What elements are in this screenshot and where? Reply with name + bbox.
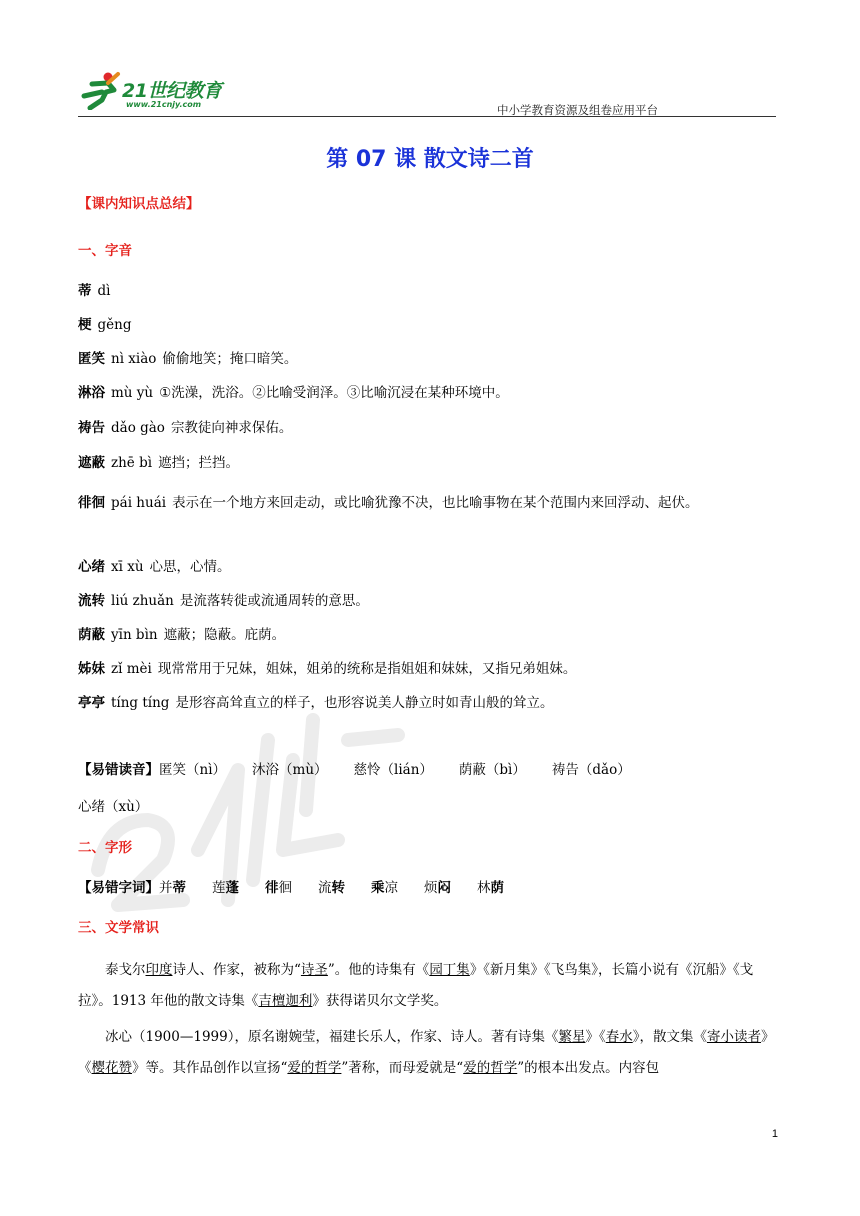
vocab-entry	[78, 349, 784, 369]
entry-word: 梗	[78, 317, 92, 333]
vocab-entry	[78, 693, 784, 713]
logo-text: 21世纪教育	[122, 80, 222, 102]
section-heading-glyphs: 二、字形	[78, 840, 132, 856]
vocab-entry	[78, 625, 784, 645]
entry-word: 祷告	[78, 420, 105, 436]
word-item: 林荫	[477, 880, 504, 896]
word-item: 并蒂	[159, 880, 186, 896]
vocab-entry	[78, 418, 784, 438]
pronunciation-item: 沐浴（mù）	[252, 762, 328, 778]
entry-word: 遮蔽	[78, 455, 105, 471]
section-heading-pronunciation: 一、字音	[78, 243, 132, 259]
word-item: 烦闷	[424, 880, 451, 896]
vocab-entry	[78, 591, 784, 611]
runner-logo-icon	[78, 70, 126, 110]
entry-definition: 现常常用于兄妹，姐妹，姐弟的统称是指姐姐和妹妹，又指兄弟姐妹。	[157, 661, 577, 677]
entry-word: 荫蔽	[78, 627, 105, 643]
entry-pinyin: dǎo gào	[111, 420, 165, 436]
word-item: 流转	[318, 880, 345, 896]
pronunciation-item: 祷告（dǎo）	[551, 762, 631, 778]
page-number: 1	[771, 1128, 778, 1140]
entry-definition: 遮蔽；隐蔽。庇荫。	[163, 627, 286, 643]
entry-word: 亭亭	[78, 695, 105, 711]
paragraph-bingxin: 冰心（1900—1999），原名谢婉莹，福建长乐人，作家、诗人。著有诗集《繁星》《春水》，散文集《寄小读者》《樱花赞》等。其作品创作以宣扬“爱的哲学”著称，而母爱就是“爱的哲学”的根本出发点。内容包	[78, 1029, 775, 1076]
vocab-entry	[78, 281, 784, 301]
entry-definition: ①洗澡，洗浴。②比喻受润泽。③比喻沉浸在某种环境中。	[159, 385, 509, 401]
entry-pinyin: gěng	[97, 317, 132, 333]
entry-word: 匿笑	[78, 351, 105, 367]
vocab-entry	[78, 487, 784, 520]
pronunciation-item: 荫蔽（bì）	[458, 762, 526, 778]
entry-word: 蒂	[78, 283, 92, 299]
error-pronunciation-label: 【易错读音】	[78, 762, 159, 778]
vocab-entry	[78, 383, 784, 403]
entry-word: 徘徊	[78, 495, 105, 511]
entry-definition: 是形容高耸直立的样子，也形容说美人静立时如青山般的耸立。	[175, 695, 554, 711]
entry-word: 心绪	[78, 559, 105, 575]
entry-pinyin: nì xiào	[111, 351, 157, 367]
vocab-entry	[78, 315, 784, 335]
entry-pinyin: liú zhuǎn	[111, 593, 174, 609]
word-item: 乘凉	[371, 880, 398, 896]
platform-name: 中小学教育资源及组卷应用平台	[497, 103, 658, 117]
pronunciation-item: 心绪（xù）	[78, 799, 149, 815]
paragraph-tagore: 泰戈尔印度诗人、作家，被称为“诗圣”。他的诗集有《园丁集》《新月集》《飞鸟集》，长篇小说有《沉船》《戈拉》。1913 年他的散文诗集《吉檀迦利》获得诺贝尔文学奖。	[78, 962, 754, 1009]
entry-definition: 遮挡；拦挡。	[158, 455, 240, 471]
entry-pinyin: zhē bì	[111, 455, 153, 471]
entry-word: 淋浴	[78, 385, 105, 401]
error-prone-words	[78, 878, 784, 898]
entry-pinyin: pái huái	[111, 495, 167, 511]
entry-definition: 宗教徒向神求保佑。	[170, 420, 293, 436]
entry-pinyin: xī xù	[111, 559, 144, 575]
entry-pinyin: yīn bìn	[111, 627, 158, 643]
entry-definition: 偷偷地笑；掩口暗笑。	[162, 351, 298, 367]
page-title: 第 07 课 散文诗二首	[326, 147, 534, 172]
entry-definition: 心思，心情。	[149, 559, 231, 575]
section-heading-literature: 三、文学常识	[78, 920, 159, 936]
page-header	[78, 70, 776, 117]
vocab-entry	[78, 453, 784, 473]
entry-definition: 是流落转徙或流通周转的意思。	[179, 593, 369, 609]
entry-pinyin: zǐ mèi	[111, 661, 152, 677]
entry-word: 姊妹	[78, 661, 105, 677]
entry-definition: 表示在一个地方来回走动，或比喻犹豫不决，也比喻事物在某个范围内来回浮动、起伏。	[172, 495, 699, 511]
pronunciation-item: 匿笑（nì）	[159, 762, 227, 778]
vocab-entry	[78, 557, 784, 577]
entry-pinyin: dì	[97, 283, 111, 299]
vocab-entry	[78, 659, 784, 679]
word-item: 莲蓬	[212, 880, 239, 896]
word-item: 徘徊	[265, 880, 292, 896]
entry-pinyin: mù yù	[111, 385, 154, 401]
logo-url: www.21cnjy.com	[126, 100, 202, 109]
summary-heading: 【课内知识点总结】	[78, 196, 200, 212]
logo	[78, 70, 253, 112]
error-words-label: 【易错字词】	[78, 880, 159, 896]
entry-pinyin: tíng tíng	[111, 695, 170, 711]
entry-word: 流转	[78, 593, 105, 609]
error-prone-pronunciations	[78, 760, 784, 780]
pronunciation-item: 慈怜（lián）	[353, 762, 433, 778]
